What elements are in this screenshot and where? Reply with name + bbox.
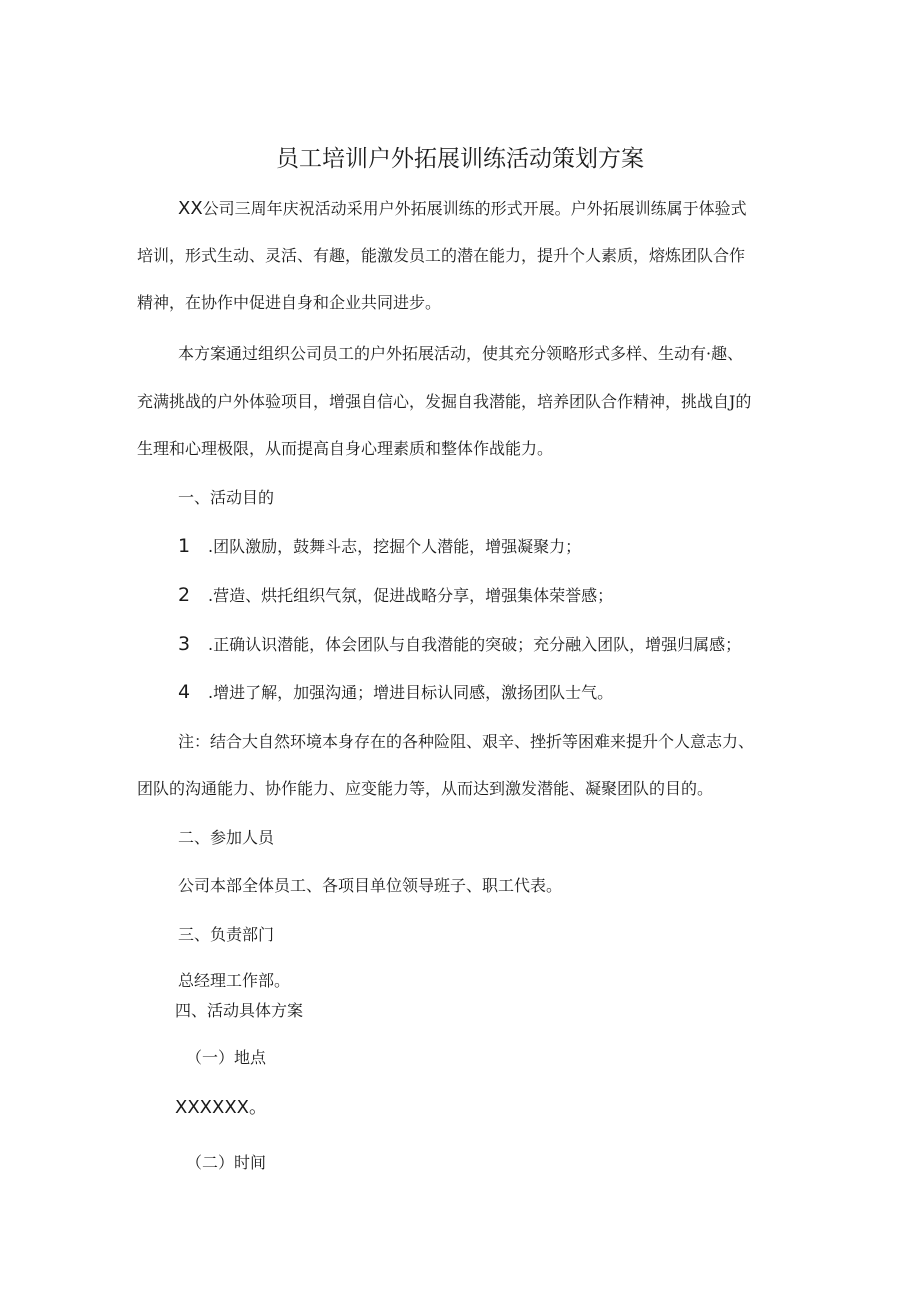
intro-p1-line2: 培训，形式生动、灵活、有趣，能激发员工的潜在能力，提升个人素质，熔炼团队合作 (137, 246, 746, 265)
objective-item-number: 4 (178, 681, 191, 703)
objective-item (178, 583, 613, 608)
section3-heading: 三、负责部门 (178, 925, 275, 944)
section3-body: 总经理工作部。 (178, 971, 291, 990)
objective-item-number: 1 (178, 535, 191, 557)
intro-p1-line1-text: 公司三周年庆祝活动采用户外拓展训练的形式开展。户外拓展训练属于体验式 (202, 199, 747, 218)
objective-item-text: .团队激励，鼓舞斗志，挖掘个人潜能，增强凝聚力； (208, 537, 582, 556)
section2-body: 公司本部全体员工、各项目单位领导班子、职工代表。 (178, 876, 563, 895)
section2-heading: 二、参加人员 (178, 828, 275, 847)
objective-item-text: .营造、烘托组织气氛，促进战略分享，增强集体荣誉感； (208, 586, 614, 605)
objective-item-number: 3 (178, 633, 191, 655)
section1-note-line1: 注：结合大自然环境本身存在的各种险阻、艰辛、挫折等困难来提升个人意志力、 (178, 732, 755, 751)
objective-item-text: .增进了解，加强沟通；增进目标认同感，激扬团队士气。 (208, 683, 614, 702)
objective-item (178, 680, 613, 705)
section4-sub1-body: XXXXXX。 (175, 1097, 267, 1118)
section4-sub2-heading: （二）时间 (186, 1153, 267, 1172)
document-title: 员工培训户外拓展训练活动策划方案 (276, 146, 644, 172)
objective-item (178, 632, 741, 657)
objective-item-text: .正确认识潜能，体会团队与自我潜能的突破；充分融入团队，增强归属感； (208, 635, 742, 654)
section4-sub1-heading: （一）地点 (186, 1048, 267, 1067)
intro-p2-line3: 生理和心理极限，从而提高自身心理素质和整体作战能力。 (137, 439, 554, 458)
intro-p1-line3: 精神，在协作中促进自身和企业共同进步。 (137, 293, 442, 312)
objective-item-number: 2 (178, 584, 191, 606)
intro-p1-line1 (178, 197, 747, 221)
section1-heading: 一、活动目的 (178, 488, 275, 507)
section4-heading: 四、活动具体方案 (175, 1001, 304, 1020)
intro-p1-prefix: XX (178, 198, 203, 219)
objective-item (178, 534, 581, 559)
intro-p2-line1: 本方案通过组织公司员工的户外拓展活动，使其充分领略形式多样、生动有·趣、 (178, 344, 744, 363)
section1-note-line2: 团队的沟通能力、协作能力、应变能力等，从而达到激发潜能、凝聚团队的目的。 (137, 779, 714, 798)
intro-p2-line2: 充满挑战的户外体验项目，增强自信心，发掘自我潜能，培养团队合作精神，挑战自J的 (137, 392, 752, 411)
